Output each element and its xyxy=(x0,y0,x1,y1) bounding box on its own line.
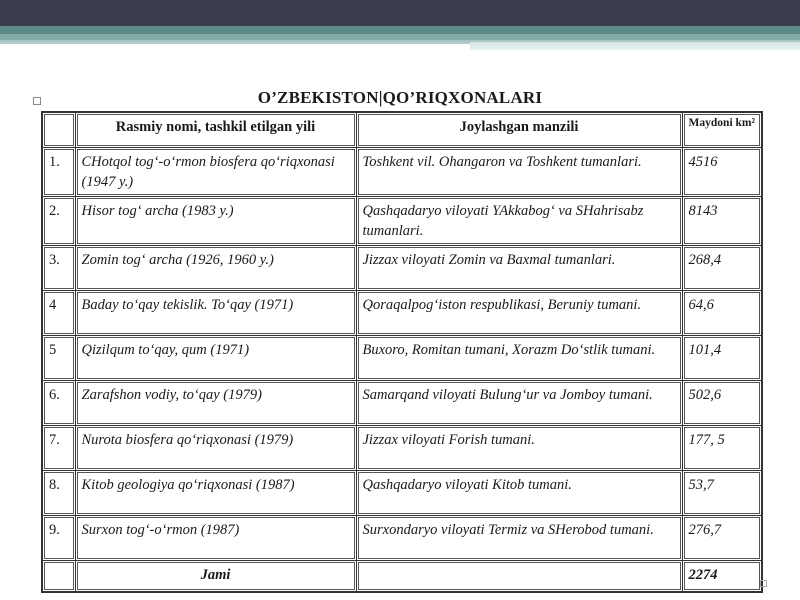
table-row xyxy=(42,426,762,471)
total-number xyxy=(42,561,75,593)
table-header-row xyxy=(42,112,762,148)
row-location: Qoraqalpog‘iston respublikasi, Beruniy tumani. xyxy=(356,291,682,336)
total-label: Jami xyxy=(75,561,356,593)
row-location: Surxondaryo viloyati Termiz va SHerobod tumani. xyxy=(356,516,682,561)
row-number: 9. xyxy=(42,516,75,561)
row-area: 53,7 xyxy=(682,471,762,516)
row-location: Jizzax viloyati Zomin va Baxmal tumanlari. xyxy=(356,246,682,291)
table-row xyxy=(42,381,762,426)
row-number: 5 xyxy=(42,336,75,381)
table-total-row xyxy=(42,561,762,593)
banner-fade xyxy=(0,40,800,58)
slide-banner xyxy=(0,0,800,58)
row-name: Qizilqum to‘qay, qum (1971) xyxy=(75,336,356,381)
row-location: Qashqadaryo viloyati YAkkabog‘ va SHahrisabz tumanlari. xyxy=(356,197,682,246)
row-area: 268,4 xyxy=(682,246,762,291)
row-location: Jizzax viloyati Forish tumani. xyxy=(356,426,682,471)
row-name: Surxon tog‘-o‘rmon (1987) xyxy=(75,516,356,561)
total-location xyxy=(356,561,682,593)
reserves-table xyxy=(41,111,763,593)
row-name: Kitob geologiya qo‘riqxonasi (1987) xyxy=(75,471,356,516)
row-name: Baday to‘qay tekislik. To‘qay (1971) xyxy=(75,291,356,336)
row-location: Samarqand viloyati Bulung‘ur va Jomboy tumani. xyxy=(356,381,682,426)
header-location: Joylashgan manzili xyxy=(356,112,682,148)
row-location: Toshkent vil. Ohangaron va Toshkent tumanlari. xyxy=(356,148,682,197)
slide-corner-marker xyxy=(760,580,767,587)
table-row xyxy=(42,516,762,561)
row-area: 177, 5 xyxy=(682,426,762,471)
row-area: 276,7 xyxy=(682,516,762,561)
table-row xyxy=(42,197,762,246)
page-title: O’ZBEKISTON|QO’RIQXONALARI xyxy=(257,88,543,107)
row-number: 1. xyxy=(42,148,75,197)
row-area: 101,4 xyxy=(682,336,762,381)
table-row xyxy=(42,336,762,381)
row-number: 8. xyxy=(42,471,75,516)
row-number: 6. xyxy=(42,381,75,426)
row-number: 4 xyxy=(42,291,75,336)
row-number: 2. xyxy=(42,197,75,246)
row-name: Zarafshon vodiy, to‘qay (1979) xyxy=(75,381,356,426)
banner-dark-band xyxy=(0,0,800,26)
table-row xyxy=(42,148,762,197)
row-name: Hisor tog‘ archa (1983 y.) xyxy=(75,197,356,246)
header-area: Maydoni km² xyxy=(682,112,762,148)
row-number: 7. xyxy=(42,426,75,471)
row-location: Qashqadaryo viloyati Kitob tumani. xyxy=(356,471,682,516)
row-area: 502,6 xyxy=(682,381,762,426)
row-area: 8143 xyxy=(682,197,762,246)
header-number xyxy=(42,112,75,148)
row-name: Zomin tog‘ archa (1926, 1960 y.) xyxy=(75,246,356,291)
table-row xyxy=(42,246,762,291)
row-name: Nurota biosfera qo‘riqxonasi (1979) xyxy=(75,426,356,471)
row-location: Buxoro, Romitan tumani, Xorazm Do‘stlik tumani. xyxy=(356,336,682,381)
row-number: 3. xyxy=(42,246,75,291)
header-name: Rasmiy nomi, tashkil etilgan yili xyxy=(75,112,356,148)
table-row xyxy=(42,471,762,516)
row-name: CHotqol tog‘-o‘rmon biosfera qo‘riqxonasi (1947 y.) xyxy=(75,148,356,197)
total-area: 2274 xyxy=(682,561,762,593)
table-row xyxy=(42,291,762,336)
row-area: 64,6 xyxy=(682,291,762,336)
row-area: 4516 xyxy=(682,148,762,197)
